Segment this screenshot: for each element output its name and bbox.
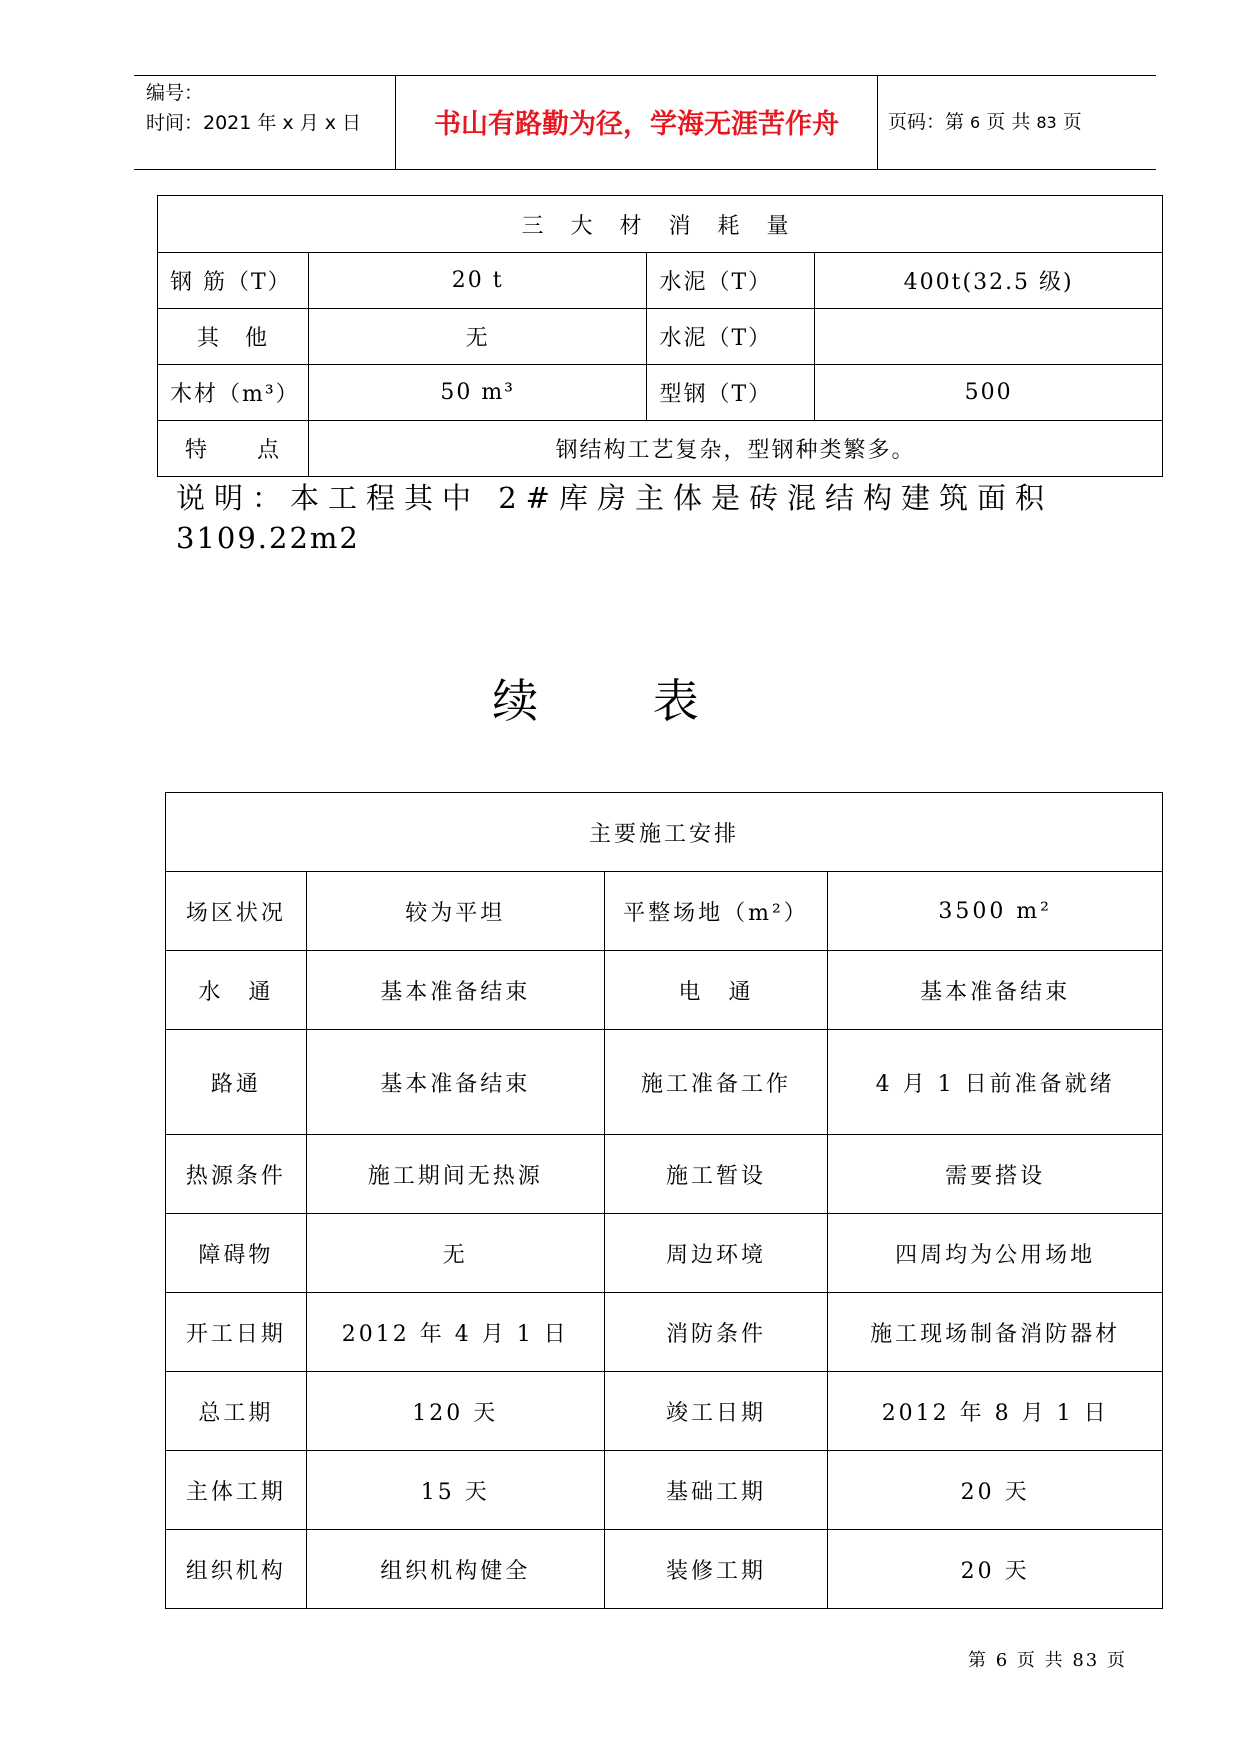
table-cell: 障碍物 [166, 1214, 307, 1293]
table-cell: 施工准备工作 [604, 1030, 828, 1135]
page-header [134, 75, 1156, 170]
table-cell: 2012 年 4 月 1 日 [306, 1293, 604, 1372]
materials-table-title: 三 大 材 消 耗 量 [158, 196, 1163, 253]
table-row [158, 196, 1163, 253]
table-cell: 较为平坦 [306, 872, 604, 951]
table-cell: 四周均为公用场地 [828, 1214, 1163, 1293]
table-cell: 型钢（T） [647, 365, 815, 421]
table-row [166, 1451, 1163, 1530]
table-cell: 路通 [166, 1030, 307, 1135]
table-cell: 平整场地（m²） [604, 872, 828, 951]
table-cell: 基础工期 [604, 1451, 828, 1530]
table-cell: 消防条件 [604, 1293, 828, 1372]
table-cell: 竣工日期 [604, 1372, 828, 1451]
table-cell: 总工期 [166, 1372, 307, 1451]
table-cell: 水泥（T） [647, 253, 815, 309]
continued-title: 续 表 [492, 674, 749, 728]
table-row [158, 365, 1163, 421]
table-row [166, 1135, 1163, 1214]
table-cell: 木材（m³） [158, 365, 309, 421]
page-footer: 第 6 页 共 83 页 [968, 1650, 1127, 1671]
table-row [158, 421, 1163, 477]
table-cell: 需要搭设 [828, 1135, 1163, 1214]
table-row [158, 253, 1163, 309]
table-cell: 120 天 [306, 1372, 604, 1451]
table-cell: 其 他 [158, 309, 309, 365]
table-cell: 20 天 [828, 1530, 1163, 1609]
table-cell: 2012 年 8 月 1 日 [828, 1372, 1163, 1451]
header-page-indicator: 页码：第 6 页 共 83 页 [888, 111, 1082, 133]
table-row [166, 872, 1163, 951]
table-cell: 组织机构健全 [306, 1530, 604, 1609]
table-cell: 15 天 [306, 1451, 604, 1530]
table-row [158, 309, 1163, 365]
table-row [166, 1030, 1163, 1135]
table-cell: 主体工期 [166, 1451, 307, 1530]
header-divider [877, 76, 878, 169]
table-cell: 500 [815, 365, 1163, 421]
table-cell: 20 t [308, 253, 647, 309]
table-cell: 场区状况 [166, 872, 307, 951]
table-cell: 基本准备结束 [306, 1030, 604, 1135]
table-cell: 施工期间无热源 [306, 1135, 604, 1214]
table-row [166, 793, 1163, 872]
construction-arrangement-table [165, 792, 1163, 1609]
table-cell: 水 通 [166, 951, 307, 1030]
table-cell: 基本准备结束 [306, 951, 604, 1030]
table-cell: 施工现场制备消防器材 [828, 1293, 1163, 1372]
note-text: 说明：本工程其中 2#库房主体是砖混结构建筑面积 [176, 481, 1053, 515]
document-number-label: 编号： [146, 82, 204, 104]
table-cell: 3500 m² [828, 872, 1163, 951]
table-row [166, 1372, 1163, 1451]
table-row [166, 951, 1163, 1030]
table-cell: 20 天 [828, 1451, 1163, 1530]
table-cell: 施工暂设 [604, 1135, 828, 1214]
table-cell: 50 m³ [308, 365, 647, 421]
table-cell: 装修工期 [604, 1530, 828, 1609]
header-page-total: 83 [1036, 113, 1057, 132]
document-time: 时间：2021 年 x 月 x 日 [146, 112, 362, 134]
table-cell: 无 [306, 1214, 604, 1293]
table-row [166, 1530, 1163, 1609]
header-page-number: 6 [970, 113, 981, 132]
table-cell: 电 通 [604, 951, 828, 1030]
header-motto: 书山有路勤为径，学海无涯苦作舟 [434, 109, 839, 140]
table-cell: 400t(32.5 级) [815, 253, 1163, 309]
table-cell [815, 309, 1163, 365]
materials-table [157, 195, 1163, 477]
note-text-continued: 3109.22m2 [176, 521, 360, 555]
header-meta [146, 78, 396, 138]
feature-value: 钢结构工艺复杂，型钢种类繁多。 [308, 421, 1162, 477]
table-cell: 水泥（T） [647, 309, 815, 365]
table-cell: 钢 筋（T） [158, 253, 309, 309]
table-row [166, 1293, 1163, 1372]
table-row [166, 1214, 1163, 1293]
table-cell: 热源条件 [166, 1135, 307, 1214]
feature-label: 特 点 [158, 421, 309, 477]
arrangement-table-title: 主要施工安排 [166, 793, 1163, 872]
table-cell: 周边环境 [604, 1214, 828, 1293]
table-cell: 开工日期 [166, 1293, 307, 1372]
table-cell: 组织机构 [166, 1530, 307, 1609]
table-cell: 基本准备结束 [828, 951, 1163, 1030]
table-cell: 4 月 1 日前准备就绪 [828, 1030, 1163, 1135]
table-cell: 无 [308, 309, 647, 365]
